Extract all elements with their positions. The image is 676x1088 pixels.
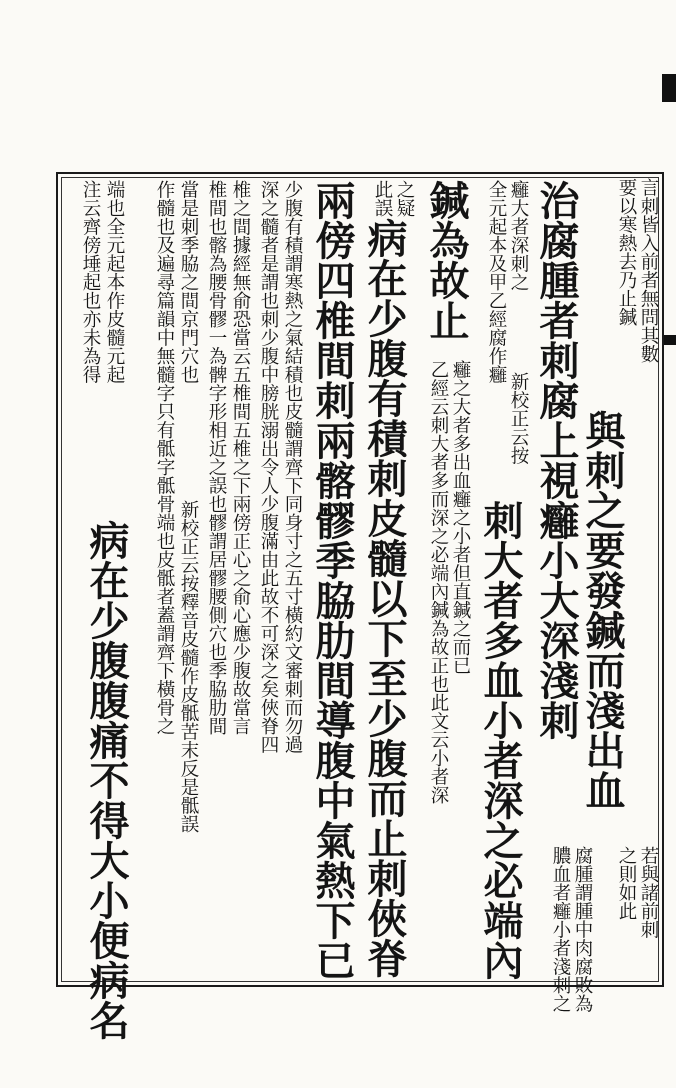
column-10-note-1: 端也全元起本作皮髓元起: [104, 180, 125, 384]
column-4-note-2: 乙經云刺大者多而深之必端內鍼為故正也此文云小者深: [428, 360, 449, 804]
column-4-main-text: 鍼為故止: [423, 180, 470, 340]
column-5-note-1: 之疑: [394, 180, 415, 217]
column-3-main-text: 刺大者多血小者深之必端內: [477, 500, 524, 980]
column-7-line-1: 少腹有積謂寒熱之氣結積也皮髓謂齊下同身寸之五寸橫約文審刺而勿過: [282, 180, 303, 754]
column-1-main-text: 與刺之要發鍼而淺出血: [579, 410, 626, 810]
column-10-note-2: 注云齊傍埵起也亦未為得: [80, 180, 101, 384]
column-2-note-2: 膿血者癰小者淺刺之: [550, 846, 571, 1013]
column-3-note-2: 全元起本及甲乙經腐作癰: [486, 180, 507, 384]
column-2-main-text: 治腐腫者刺腐上視癰小大深淺刺: [533, 180, 580, 740]
column-4-note-1: 癰之大者多出血癰之小者但直鍼之而已: [450, 360, 471, 675]
column-8-line-2: 椎間也髂為腰骨髎一為髀字形相近之誤也髎謂居髎腰側穴也季脇肋間: [206, 180, 227, 735]
column-5-note-2: 此誤: [372, 180, 393, 217]
column-9-line-2: 作髓也及遍尋篇韻中無髓字只有骶字骶骨端也皮骶者蓋謂齊下橫骨之: [154, 180, 175, 735]
column-2-note-1: 腐腫謂腫中肉腐敗為: [572, 846, 593, 1013]
column-3-note-3: 新校正云按: [508, 372, 529, 465]
column-5-main-text: 病在少腹有積刺皮髓以下至少腹而止刺俠脊: [361, 218, 408, 978]
column-9-line-1: 當是刺季脇之間京門穴也: [178, 180, 199, 384]
column-6-main-text: 兩傍四椎間刺兩髂髎季脇肋間導腹中氣熱下已: [309, 180, 356, 980]
column-10-main-text: 病在少腹腹痛不得大小便病名: [83, 520, 130, 1040]
page-edge-mark: [664, 335, 676, 345]
column-1-note-1: 若與諸前刺: [638, 846, 659, 939]
page-edge-tab: [662, 74, 676, 102]
column-1-line-1: 言刺皆入前者無問其數: [638, 178, 659, 363]
column-9-mid: 新校正云按釋音皮髓作皮骶苦末反是骶誤: [178, 500, 199, 833]
column-1-line-2: 要以寒熱去乃止鍼: [616, 178, 637, 326]
column-8-line-1: 椎之間據經無俞恐當云五椎間五椎之下兩傍正心之俞心應少腹故當言: [230, 180, 251, 735]
column-7-line-2: 深之髓者是謂也刺少腹中膀胱溺出令人少腹滿由此故不可深之矣俠脊四: [258, 180, 279, 754]
column-1-note-2: 之則如此: [616, 846, 637, 920]
column-3-note-1: 癰大者深刺之: [508, 180, 529, 291]
